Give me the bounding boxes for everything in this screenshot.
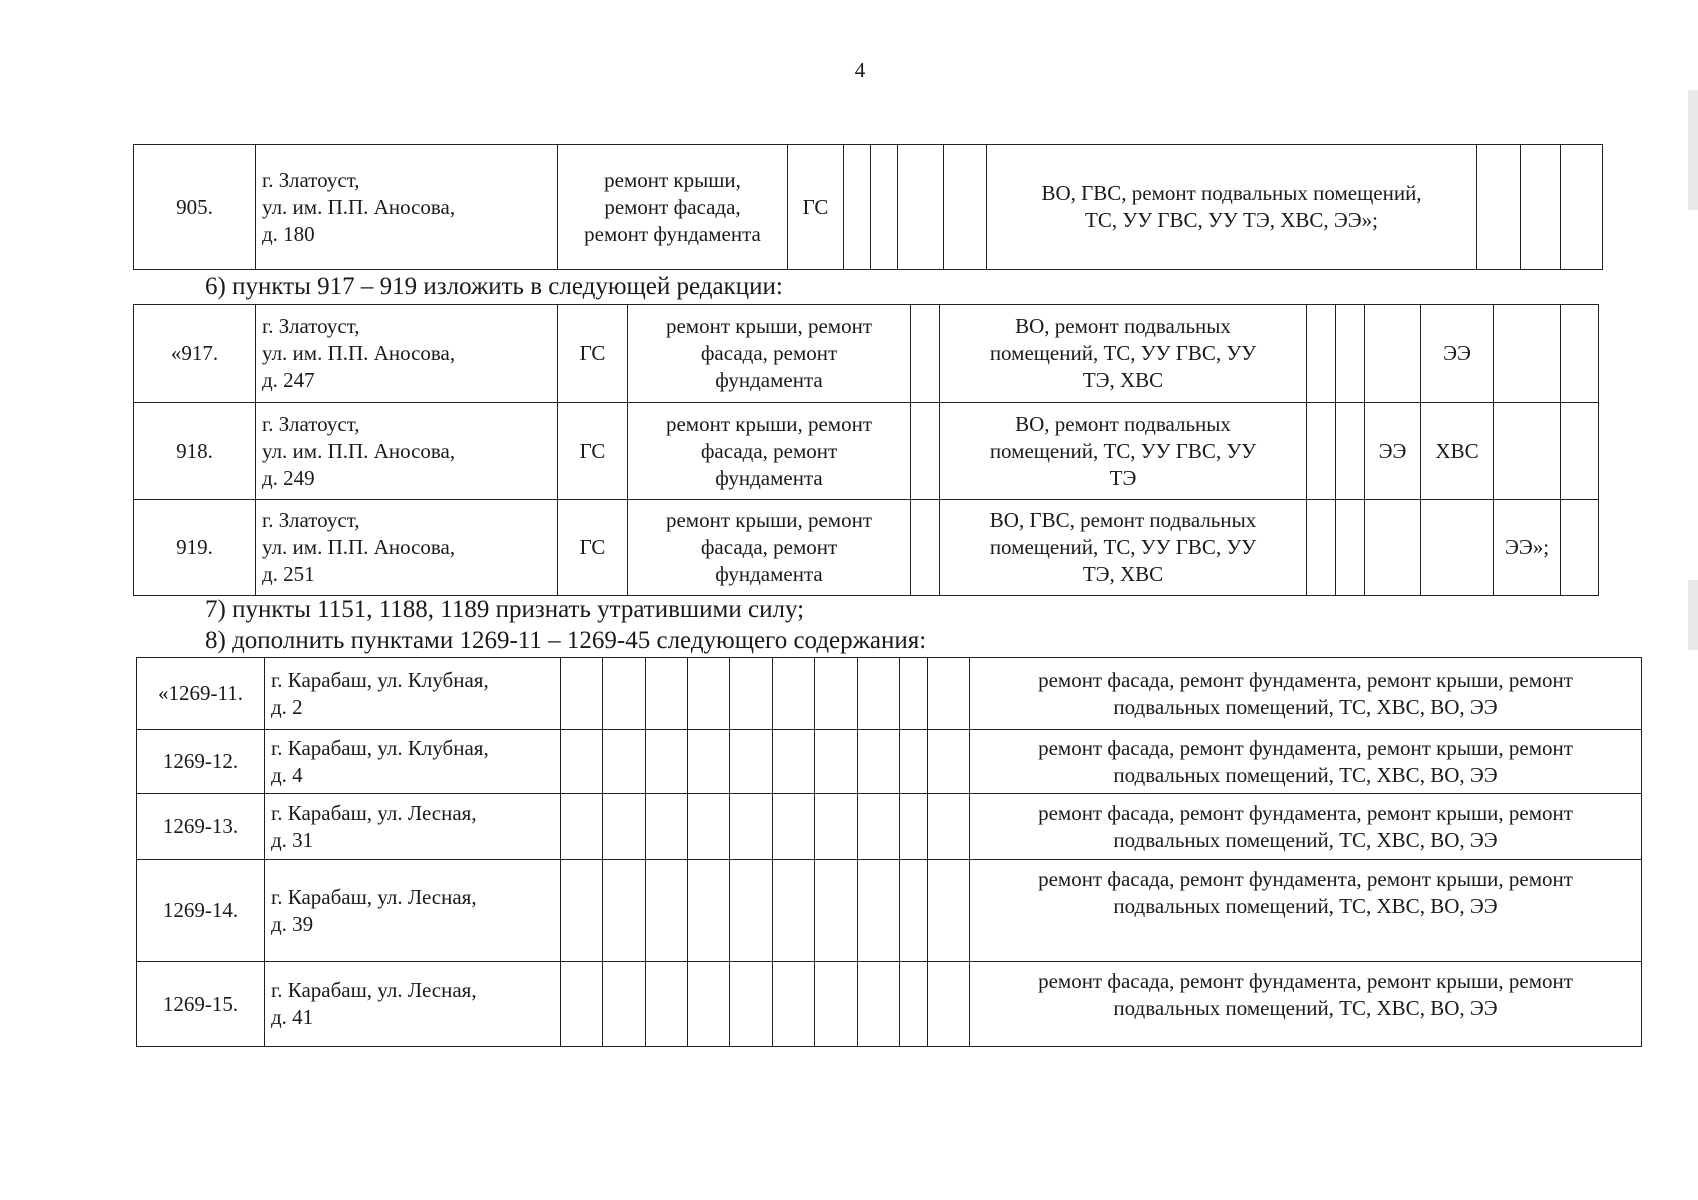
address-cell (265, 730, 561, 794)
table-row (137, 860, 1642, 962)
address-line: г. Златоуст, (262, 411, 360, 436)
empty-cell (815, 658, 858, 730)
table-row (134, 403, 1599, 500)
items-cell (940, 500, 1307, 596)
works-line: ремонт фасада, ремонт фундамента, ремонт крыши, ремонт (1038, 735, 1573, 760)
table-item-905 (133, 144, 1603, 270)
value-cell (1336, 500, 1365, 596)
empty-cell (603, 962, 646, 1047)
empty-cell (603, 794, 646, 860)
item-number: 919. (134, 500, 256, 596)
address-line: г. Златоуст, (262, 508, 360, 532)
empty-cell (858, 962, 900, 1047)
works-cell (970, 794, 1642, 860)
works-cell (970, 658, 1642, 730)
address-cell (265, 658, 561, 730)
empty-cell (911, 305, 940, 403)
value-cell (1561, 500, 1599, 596)
works-line: ремонт фасада, ремонт фундамента, ремонт крыши, ремонт (1038, 867, 1573, 891)
works-line: фасада, ремонт (700, 341, 838, 365)
items-line: ВО, ГВС, ремонт подвальных (989, 508, 1257, 532)
empty-cell (561, 730, 603, 794)
works-cell (558, 145, 788, 270)
empty-cell (646, 962, 688, 1047)
empty-cell (688, 860, 730, 962)
empty-cell (773, 794, 815, 860)
table-row (137, 658, 1642, 730)
empty-cell (646, 730, 688, 794)
empty-cell (1477, 145, 1521, 270)
table-row (137, 962, 1642, 1047)
empty-cell (688, 962, 730, 1047)
items-line: ТЭ (1109, 465, 1137, 490)
value-cell (1494, 305, 1561, 403)
address-line: д. 4 (271, 762, 303, 787)
value-cell (1336, 403, 1365, 500)
address-line: г. Карабаш, ул. Клубная, (271, 667, 489, 692)
code-cell: ГС (558, 500, 628, 596)
empty-cell (688, 730, 730, 794)
item-number: 905. (134, 145, 256, 270)
value-cell: ЭЭ»; (1494, 500, 1561, 596)
item-number: 1269-15. (137, 962, 265, 1047)
empty-cell (944, 145, 987, 270)
page-number: 4 (854, 58, 866, 82)
empty-cell (561, 860, 603, 962)
empty-cell (730, 860, 773, 962)
address-line: д. 2 (271, 694, 303, 719)
empty-cell (900, 860, 928, 962)
address-cell (265, 794, 561, 860)
value-cell (1561, 305, 1599, 403)
address-cell (265, 962, 561, 1047)
works-line: ремонт фасада, ремонт фундамента, ремонт крыши, ремонт (1038, 969, 1573, 993)
empty-cell (603, 658, 646, 730)
address-cell (256, 305, 558, 403)
works-line: ремонт крыши, ремонт (665, 508, 873, 532)
empty-cell (871, 145, 898, 270)
empty-cell (773, 730, 815, 794)
empty-cell (928, 658, 970, 730)
empty-cell (815, 962, 858, 1047)
empty-cell (898, 145, 944, 270)
value-cell (1365, 305, 1421, 403)
item-number: 1269-13. (137, 794, 265, 860)
address-cell (256, 500, 558, 596)
empty-cell (730, 794, 773, 860)
works-line: ремонт фасада, ремонт фундамента, ремонт крыши, ремонт (1038, 800, 1573, 825)
empty-cell (730, 730, 773, 794)
item-number: 1269-14. (137, 860, 265, 962)
item-number: «917. (134, 305, 256, 403)
item-number: «1269-11. (137, 658, 265, 730)
table-row (134, 145, 1603, 270)
empty-cell (928, 794, 970, 860)
value-cell: ХВС (1421, 403, 1494, 500)
empty-cell (646, 794, 688, 860)
works-cell (628, 305, 911, 403)
table-items-1269 (136, 657, 1642, 1047)
table-row (134, 305, 1599, 403)
address-line: г. Златоуст, (262, 314, 360, 338)
empty-cell (1561, 145, 1603, 270)
paragraph-7: 7) пункты 1151, 1188, 1189 признать утратившими силу; (205, 596, 805, 623)
empty-cell (1307, 403, 1336, 500)
address-line: г. Карабаш, ул. Клубная, (271, 735, 489, 760)
works-line: фасада, ремонт (700, 535, 838, 559)
value-cell (1494, 403, 1561, 500)
items-line: помещений, ТС, УУ ГВС, УУ (989, 341, 1257, 365)
empty-cell (900, 658, 928, 730)
works-line: ремонт крыши, ремонт (665, 314, 873, 338)
address-cell (265, 860, 561, 962)
works-line: подвальных помещений, ТС, ХВС, ВО, ЭЭ (1113, 996, 1498, 1020)
empty-cell (561, 962, 603, 1047)
empty-cell (603, 730, 646, 794)
item-number: 1269-12. (137, 730, 265, 794)
empty-cell (646, 860, 688, 962)
empty-cell (815, 794, 858, 860)
address-line: д. 41 (271, 1005, 314, 1029)
empty-cell (900, 730, 928, 794)
empty-cell (730, 962, 773, 1047)
address-line: д. 31 (271, 827, 314, 852)
address-line: ул. им. П.П. Аносова, (262, 341, 456, 365)
address-line: г. Карабаш, ул. Лесная, (271, 978, 477, 1002)
items-line: ТЭ, ХВС (1082, 562, 1164, 586)
empty-cell (928, 730, 970, 794)
items-line: ВО, ремонт подвальных (1015, 314, 1231, 338)
empty-cell (858, 730, 900, 794)
works-line: подвальных помещений, ТС, ХВС, ВО, ЭЭ (1113, 762, 1498, 787)
items-line: ТС, УУ ГВС, УУ ТЭ, ХВС, ЭЭ»; (1085, 208, 1378, 232)
address-line: д. 39 (271, 911, 314, 936)
works-line: подвальных помещений, ТС, ХВС, ВО, ЭЭ (1113, 827, 1498, 852)
empty-cell (928, 962, 970, 1047)
works-line: фундамента (715, 562, 823, 586)
address-line: г. Карабаш, ул. Лесная, (271, 800, 477, 825)
empty-cell (1307, 500, 1336, 596)
works-cell (970, 860, 1642, 962)
works-line: фасада, ремонт (700, 438, 838, 463)
works-line: подвальных помещений, ТС, ХВС, ВО, ЭЭ (1113, 694, 1498, 719)
address-line: ул. им. П.П. Аносова, (262, 535, 456, 559)
items-cell (940, 403, 1307, 500)
value-cell: ЭЭ (1365, 403, 1421, 500)
items-line: помещений, ТС, УУ ГВС, УУ (989, 438, 1257, 463)
address-line: д. 251 (262, 562, 315, 586)
table-row (134, 500, 1599, 596)
address-cell (256, 145, 558, 270)
paragraph-8: 8) дополнить пунктами 1269-11 – 1269-45 следующего содержания: (205, 627, 927, 654)
items-line: ВО, ремонт подвальных (1015, 411, 1231, 436)
works-cell (970, 730, 1642, 794)
empty-cell (858, 658, 900, 730)
empty-cell (773, 860, 815, 962)
address-line: д. 247 (262, 368, 315, 392)
works-line: ремонт фундамента (584, 221, 761, 246)
empty-cell (900, 962, 928, 1047)
value-cell (1421, 500, 1494, 596)
empty-cell (646, 658, 688, 730)
table-row (137, 730, 1642, 794)
empty-cell (603, 860, 646, 962)
works-line: фундамента (715, 368, 823, 392)
code-cell: ГС (558, 403, 628, 500)
address-line: д. 249 (262, 465, 315, 490)
address-line: д. 180 (262, 221, 315, 246)
empty-cell (844, 145, 871, 270)
items-cell (940, 305, 1307, 403)
empty-cell (561, 794, 603, 860)
items-line: помещений, ТС, УУ ГВС, УУ (989, 535, 1257, 559)
empty-cell (815, 860, 858, 962)
table-row (137, 794, 1642, 860)
value-cell (1365, 500, 1421, 596)
items-line: ТЭ, ХВС (1082, 368, 1164, 392)
value-cell: ЭЭ (1421, 305, 1494, 403)
works-cell (970, 962, 1642, 1047)
empty-cell (858, 794, 900, 860)
items-line: ВО, ГВС, ремонт подвальных помещений, (1041, 181, 1422, 205)
works-line: подвальных помещений, ТС, ХВС, ВО, ЭЭ (1113, 894, 1498, 918)
value-cell (1336, 305, 1365, 403)
works-line: ремонт фасада, (604, 194, 741, 219)
empty-cell (1307, 305, 1336, 403)
items-cell (987, 145, 1477, 270)
works-line: ремонт фасада, ремонт фундамента, ремонт крыши, ремонт (1038, 667, 1573, 692)
empty-cell (773, 962, 815, 1047)
empty-cell (561, 658, 603, 730)
scan-edge-artifact (1688, 580, 1698, 650)
empty-cell (858, 860, 900, 962)
value-cell (1561, 403, 1599, 500)
empty-cell (730, 658, 773, 730)
empty-cell (688, 658, 730, 730)
address-line: ул. им. П.П. Аносова, (262, 194, 456, 219)
empty-cell (815, 730, 858, 794)
works-line: фундамента (715, 465, 823, 490)
empty-cell (688, 794, 730, 860)
address-line: г. Карабаш, ул. Лесная, (271, 884, 477, 909)
address-line: ул. им. П.П. Аносова, (262, 438, 456, 463)
empty-cell (911, 500, 940, 596)
empty-cell (773, 658, 815, 730)
empty-cell (900, 794, 928, 860)
works-line: ремонт крыши, ремонт (665, 411, 873, 436)
paragraph-6: 6) пункты 917 – 919 изложить в следующей редакции: (205, 273, 783, 300)
address-cell (256, 403, 558, 500)
empty-cell (928, 860, 970, 962)
address-line: г. Златоуст, (262, 167, 360, 192)
empty-cell (1521, 145, 1561, 270)
scan-edge-artifact (1688, 90, 1698, 210)
item-number: 918. (134, 403, 256, 500)
works-cell (628, 403, 911, 500)
works-line: ремонт крыши, (604, 167, 741, 192)
works-cell (628, 500, 911, 596)
code-cell: ГС (558, 305, 628, 403)
code-cell: ГС (788, 145, 844, 270)
table-items-917-919 (133, 304, 1599, 596)
empty-cell (911, 403, 940, 500)
